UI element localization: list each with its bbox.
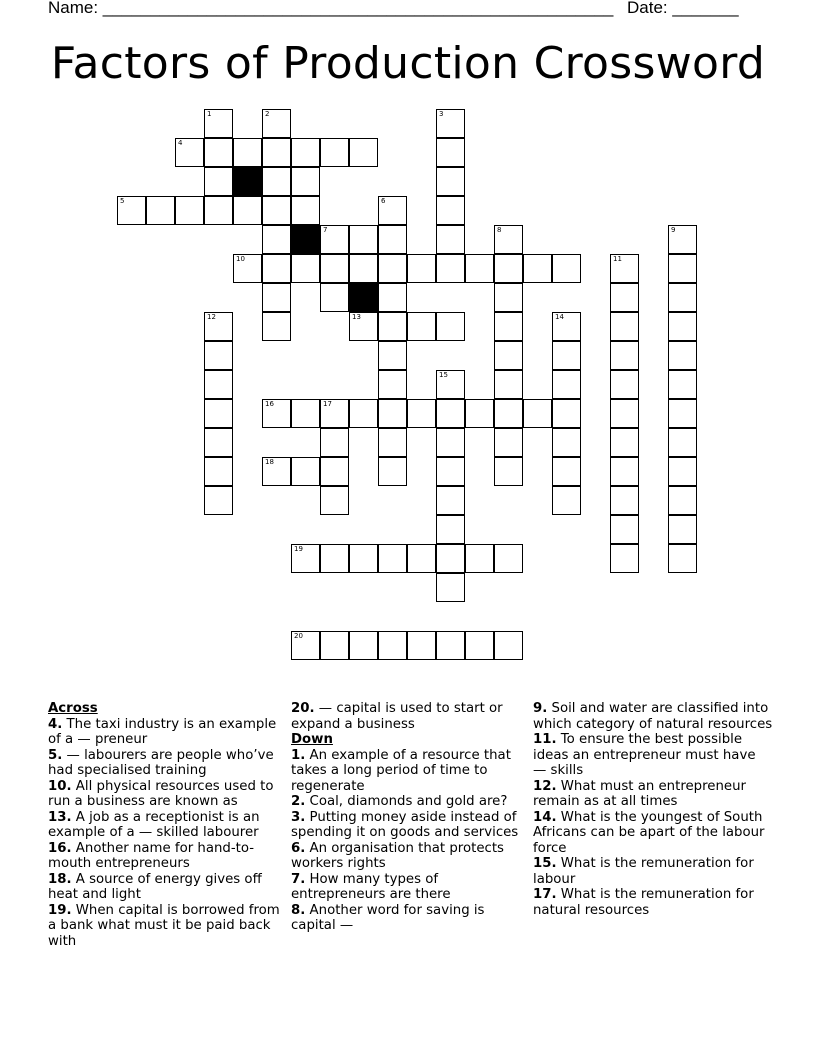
grid-cell[interactable]	[407, 312, 436, 341]
grid-cell[interactable]	[320, 544, 349, 573]
grid-cell[interactable]	[668, 457, 697, 486]
clue-number: 18.	[48, 871, 72, 887]
grid-cell[interactable]	[291, 457, 320, 486]
grid-cell[interactable]	[204, 341, 233, 370]
grid-cell[interactable]	[291, 544, 320, 573]
clue-number: 17.	[533, 887, 557, 902]
clues-column-1	[48, 701, 288, 949]
grid-cell[interactable]	[204, 138, 233, 167]
grid-cell[interactable]	[436, 312, 465, 341]
grid-cell[interactable]	[320, 254, 349, 283]
grid-cell[interactable]	[552, 486, 581, 515]
grid-cell[interactable]	[552, 370, 581, 399]
grid-cell[interactable]	[378, 341, 407, 370]
grid-cell[interactable]	[320, 283, 349, 312]
grid-cell[interactable]	[610, 457, 639, 486]
grid-cell[interactable]	[552, 399, 581, 428]
grid-cell[interactable]	[610, 341, 639, 370]
grid-cell[interactable]	[610, 254, 639, 283]
grid-cell[interactable]	[349, 254, 378, 283]
clue-text: An organisation that protects workers rights	[291, 840, 504, 871]
clue-number: 4	[178, 139, 183, 147]
clue-number: 2	[265, 110, 270, 118]
clue-text: What is the remuneration for natural resources	[533, 887, 754, 918]
down-clue	[291, 810, 531, 841]
grid-cell[interactable]	[378, 544, 407, 573]
clue-number: 11	[613, 255, 622, 263]
down-clue-list-2	[533, 701, 773, 918]
grid-cell[interactable]	[465, 254, 494, 283]
clue-number: 8	[497, 226, 502, 234]
down-clue	[291, 872, 531, 903]
clue-text: All physical resources used to run a business are known as	[48, 778, 274, 809]
grid-cell[interactable]	[262, 399, 291, 428]
clue-number: 8.	[291, 902, 306, 918]
clue-number: 6	[381, 197, 386, 205]
grid-cell[interactable]	[494, 457, 523, 486]
grid-cell[interactable]	[407, 399, 436, 428]
grid-cell[interactable]	[494, 312, 523, 341]
grid-cell[interactable]	[436, 138, 465, 167]
grid-cell[interactable]	[407, 631, 436, 660]
grid-cell[interactable]	[233, 138, 262, 167]
clue-text: When capital is borrowed from a bank what must it be paid back with	[48, 902, 280, 949]
grid-cell[interactable]	[320, 631, 349, 660]
clues-column-3	[533, 701, 773, 918]
clues-column-2	[291, 701, 531, 934]
grid-cell[interactable]	[668, 225, 697, 254]
clue-number: 17	[323, 400, 332, 408]
across-clue	[291, 701, 531, 732]
grid-cell[interactable]	[320, 225, 349, 254]
grid-cell[interactable]	[552, 254, 581, 283]
grid-cell[interactable]	[349, 138, 378, 167]
clue-number: 1	[207, 110, 212, 118]
clue-text: Soil and water are classified into which category of natural resources	[533, 701, 773, 732]
clue-number: 10	[236, 255, 245, 263]
grid-cell[interactable]	[494, 225, 523, 254]
clue-text: Another name for hand-to-mouth entrepreneurs	[48, 840, 255, 871]
clue-text: Putting money aside instead of spending it on goods and services	[291, 809, 519, 840]
grid-cell[interactable]	[436, 486, 465, 515]
clue-text: — capital is used to start or expand a business	[291, 701, 503, 732]
down-clue	[291, 903, 531, 934]
clue-text: A source of energy gives off heat and light	[48, 871, 262, 902]
black-cell	[233, 167, 262, 196]
grid-cell[interactable]	[465, 631, 494, 660]
down-clue	[533, 701, 773, 732]
grid-cell[interactable]	[233, 196, 262, 225]
down-clue	[291, 841, 531, 872]
grid-cell[interactable]	[349, 544, 378, 573]
clue-text: — labourers are people who’ve had specialised training	[48, 747, 274, 778]
grid-cell[interactable]	[291, 399, 320, 428]
grid-cell[interactable]	[436, 515, 465, 544]
grid-cell[interactable]	[494, 544, 523, 573]
clue-number: 5	[120, 197, 125, 205]
grid-cell[interactable]	[233, 254, 262, 283]
across-clue-list-1	[48, 717, 288, 950]
clue-number: 16.	[48, 840, 72, 856]
grid-cell[interactable]	[668, 428, 697, 457]
grid-cell[interactable]	[320, 457, 349, 486]
grid-cell[interactable]	[523, 254, 552, 283]
grid-cell[interactable]	[378, 399, 407, 428]
grid-cell[interactable]	[494, 341, 523, 370]
grid-cell[interactable]	[552, 341, 581, 370]
grid-cell[interactable]	[668, 515, 697, 544]
grid-cell[interactable]	[378, 631, 407, 660]
grid-cell[interactable]	[262, 225, 291, 254]
grid-cell[interactable]	[610, 544, 639, 573]
down-clue	[533, 810, 773, 857]
down-clue	[291, 748, 531, 795]
down-clue	[533, 732, 773, 779]
grid-cell[interactable]	[436, 196, 465, 225]
grid-cell[interactable]	[436, 544, 465, 573]
clue-number: 9.	[533, 701, 548, 716]
grid-cell[interactable]	[494, 283, 523, 312]
down-clue	[533, 887, 773, 918]
down-clue-list-1	[291, 748, 531, 934]
across-clue	[48, 779, 288, 810]
down-heading: Down	[291, 732, 333, 747]
grid-cell[interactable]	[320, 428, 349, 457]
clue-number: 11.	[533, 732, 557, 747]
grid-cell[interactable]	[204, 428, 233, 457]
across-clue	[48, 841, 288, 872]
grid-cell[interactable]	[291, 631, 320, 660]
across-clue	[48, 903, 288, 950]
across-clue	[48, 872, 288, 903]
grid-cell[interactable]	[610, 283, 639, 312]
grid-cell[interactable]	[117, 196, 146, 225]
clue-text: The taxi industry is an example of a — preneur	[48, 716, 277, 747]
grid-cell[interactable]	[262, 457, 291, 486]
grid-cell[interactable]	[378, 370, 407, 399]
black-cell	[349, 283, 378, 312]
across-clue	[48, 748, 288, 779]
grid-cell[interactable]	[610, 515, 639, 544]
grid-cell[interactable]	[204, 167, 233, 196]
grid-cell[interactable]	[262, 167, 291, 196]
grid-cell[interactable]	[146, 196, 175, 225]
grid-cell[interactable]	[465, 544, 494, 573]
grid-cell[interactable]	[610, 370, 639, 399]
grid-cell[interactable]	[494, 428, 523, 457]
clue-text: What is the youngest of South Africans can be apart of the labour force	[533, 809, 765, 856]
grid-cell[interactable]	[407, 254, 436, 283]
grid-cell[interactable]	[668, 370, 697, 399]
across-heading: Across	[48, 701, 98, 716]
clue-number: 14.	[533, 809, 557, 825]
grid-cell[interactable]	[378, 283, 407, 312]
clue-number: 16	[265, 400, 274, 408]
grid-cell[interactable]	[204, 486, 233, 515]
clue-number: 18	[265, 458, 274, 466]
page-title: Factors of Production Crossword	[50, 38, 766, 89]
grid-cell[interactable]	[552, 312, 581, 341]
clue-number: 6.	[291, 840, 306, 856]
clue-text: A job as a receptionist is an example of a — skilled labourer	[48, 809, 260, 840]
grid-cell[interactable]	[436, 428, 465, 457]
grid-cell[interactable]	[552, 428, 581, 457]
grid-cell[interactable]	[407, 544, 436, 573]
grid-cell[interactable]	[436, 631, 465, 660]
grid-cell[interactable]	[610, 486, 639, 515]
grid-cell[interactable]	[436, 254, 465, 283]
clue-number: 7	[323, 226, 328, 234]
clue-number: 2.	[291, 794, 306, 809]
across-clue	[48, 717, 288, 748]
clue-text: An example of a resource that takes a long period of time to regenerate	[291, 747, 511, 794]
across-clue-list-2	[291, 701, 531, 732]
clue-number: 1.	[291, 747, 306, 763]
grid-cell[interactable]	[494, 399, 523, 428]
clue-number: 13	[352, 313, 361, 321]
grid-cell[interactable]	[204, 196, 233, 225]
grid-cell[interactable]	[494, 254, 523, 283]
grid-cell[interactable]	[291, 196, 320, 225]
grid-cell[interactable]	[378, 254, 407, 283]
grid-cell[interactable]	[436, 167, 465, 196]
grid-cell[interactable]	[668, 254, 697, 283]
clue-number: 9	[671, 226, 676, 234]
grid-cell[interactable]	[262, 196, 291, 225]
clue-text: How many types of entrepreneurs are there	[291, 871, 451, 902]
grid-cell[interactable]	[378, 457, 407, 486]
clue-text: What must an entrepreneur remain as at all times	[533, 778, 746, 809]
grid-cell[interactable]	[291, 138, 320, 167]
clue-number: 19	[294, 545, 303, 553]
grid-cell[interactable]	[349, 312, 378, 341]
grid-cell[interactable]	[262, 254, 291, 283]
grid-cell[interactable]	[262, 138, 291, 167]
clue-number: 4.	[48, 716, 63, 732]
grid-cell[interactable]	[262, 312, 291, 341]
clue-number: 12.	[533, 778, 557, 794]
grid-cell[interactable]	[378, 428, 407, 457]
name-field-label: Name: ______________________________________________________	[48, 0, 614, 17]
grid-cell[interactable]	[204, 312, 233, 341]
grid-cell[interactable]	[436, 225, 465, 254]
grid-cell[interactable]	[610, 312, 639, 341]
clue-text: What is the remuneration for labour	[533, 856, 754, 887]
grid-cell[interactable]	[668, 486, 697, 515]
clue-number: 20	[294, 632, 303, 640]
down-clue	[291, 794, 531, 810]
grid-cell[interactable]	[552, 457, 581, 486]
clue-number: 19.	[48, 902, 72, 918]
grid-cell[interactable]	[610, 428, 639, 457]
clue-number: 12	[207, 313, 216, 321]
grid-cell[interactable]	[494, 370, 523, 399]
grid-cell[interactable]	[349, 399, 378, 428]
grid-cell[interactable]	[436, 399, 465, 428]
down-clue	[533, 779, 773, 810]
black-cell	[291, 225, 320, 254]
down-clue	[533, 856, 773, 887]
grid-cell[interactable]	[436, 109, 465, 138]
clue-number: 3	[439, 110, 444, 118]
grid-cell[interactable]	[610, 399, 639, 428]
clue-text: Coal, diamonds and gold are?	[305, 794, 508, 809]
grid-cell[interactable]	[378, 196, 407, 225]
grid-cell[interactable]	[494, 631, 523, 660]
grid-cell[interactable]	[668, 283, 697, 312]
grid-cell[interactable]	[175, 138, 204, 167]
clue-number: 20.	[291, 701, 315, 716]
clue-number: 10.	[48, 778, 72, 794]
grid-cell[interactable]	[668, 399, 697, 428]
grid-cell[interactable]	[204, 109, 233, 138]
grid-cell[interactable]	[436, 457, 465, 486]
grid-cell[interactable]	[378, 225, 407, 254]
clue-text: To ensure the best possible ideas an entrepreneur must have — skills	[533, 732, 756, 778]
grid-cell[interactable]	[378, 312, 407, 341]
clue-number: 15.	[533, 856, 557, 871]
grid-cell[interactable]	[204, 457, 233, 486]
clue-number: 3.	[291, 809, 306, 825]
grid-cell[interactable]	[291, 167, 320, 196]
grid-cell[interactable]	[436, 573, 465, 602]
grid-cell[interactable]	[262, 283, 291, 312]
clue-number: 14	[555, 313, 564, 321]
across-clue	[48, 810, 288, 841]
grid-cell[interactable]	[175, 196, 204, 225]
grid-cell[interactable]	[320, 486, 349, 515]
grid-cell[interactable]	[291, 254, 320, 283]
grid-cell[interactable]	[320, 399, 349, 428]
grid-cell[interactable]	[668, 341, 697, 370]
date-field-label: Date: _______	[627, 0, 739, 17]
grid-cell[interactable]	[262, 109, 291, 138]
grid-cell[interactable]	[465, 399, 494, 428]
grid-cell[interactable]	[204, 399, 233, 428]
grid-cell[interactable]	[668, 544, 697, 573]
clue-number: 15	[439, 371, 448, 379]
grid-cell[interactable]	[349, 631, 378, 660]
grid-cell[interactable]	[523, 399, 552, 428]
grid-cell[interactable]	[320, 138, 349, 167]
grid-cell[interactable]	[204, 370, 233, 399]
grid-cell[interactable]	[436, 370, 465, 399]
grid-cell[interactable]	[349, 225, 378, 254]
clue-number: 7.	[291, 871, 306, 887]
clue-number: 5.	[48, 747, 63, 763]
clue-text: Another word for saving is capital —	[291, 902, 485, 933]
grid-cell[interactable]	[668, 312, 697, 341]
clue-number: 13.	[48, 809, 72, 825]
